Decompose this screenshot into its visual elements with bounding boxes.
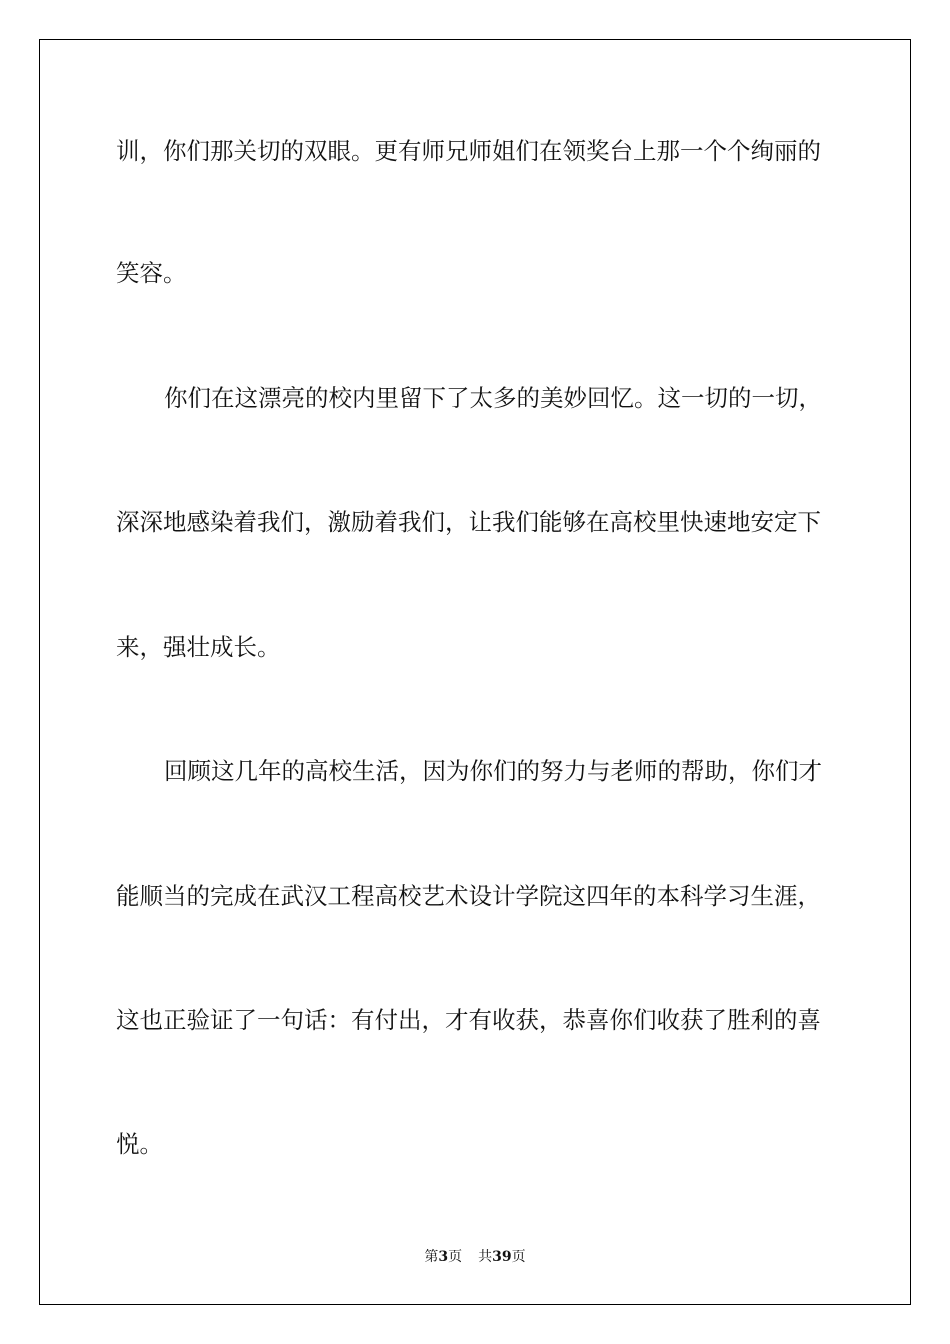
page-footer (0, 1248, 950, 1266)
body-line-1: 训，你们那关切的双眼。更有师兄师姐们在领奖台上那一个个绚丽的 (116, 137, 821, 165)
total-page-count: 39 (492, 1249, 512, 1265)
body-line-9: 悦。 (116, 1130, 163, 1158)
page-suffix: 页 (448, 1249, 463, 1265)
page-frame (39, 39, 911, 1305)
body-line-6: 回顾这几年的高校生活，因为你们的努力与老师的帮助，你们才 (164, 757, 822, 785)
body-line-4: 深深地感染着我们，激励着我们，让我们能够在高校里快速地安定下 (116, 508, 821, 536)
body-line-2: 笑容。 (116, 259, 187, 287)
body-line-7: 能顺当的完成在武汉工程高校艺术设计学院这四年的本科学习生涯， (116, 882, 821, 910)
page-prefix: 第 (424, 1249, 439, 1265)
current-page-number: 3 (438, 1249, 449, 1265)
total-prefix: 共 (478, 1249, 493, 1265)
body-line-5: 来，强壮成长。 (116, 633, 281, 661)
body-line-3: 你们在这漂亮的校内里留下了太多的美妙回忆。这一切的一切， (164, 384, 822, 412)
body-line-8: 这也正验证了一句话：有付出，才有收获，恭喜你们收获了胜利的喜 (116, 1006, 821, 1034)
total-suffix: 页 (511, 1249, 526, 1265)
